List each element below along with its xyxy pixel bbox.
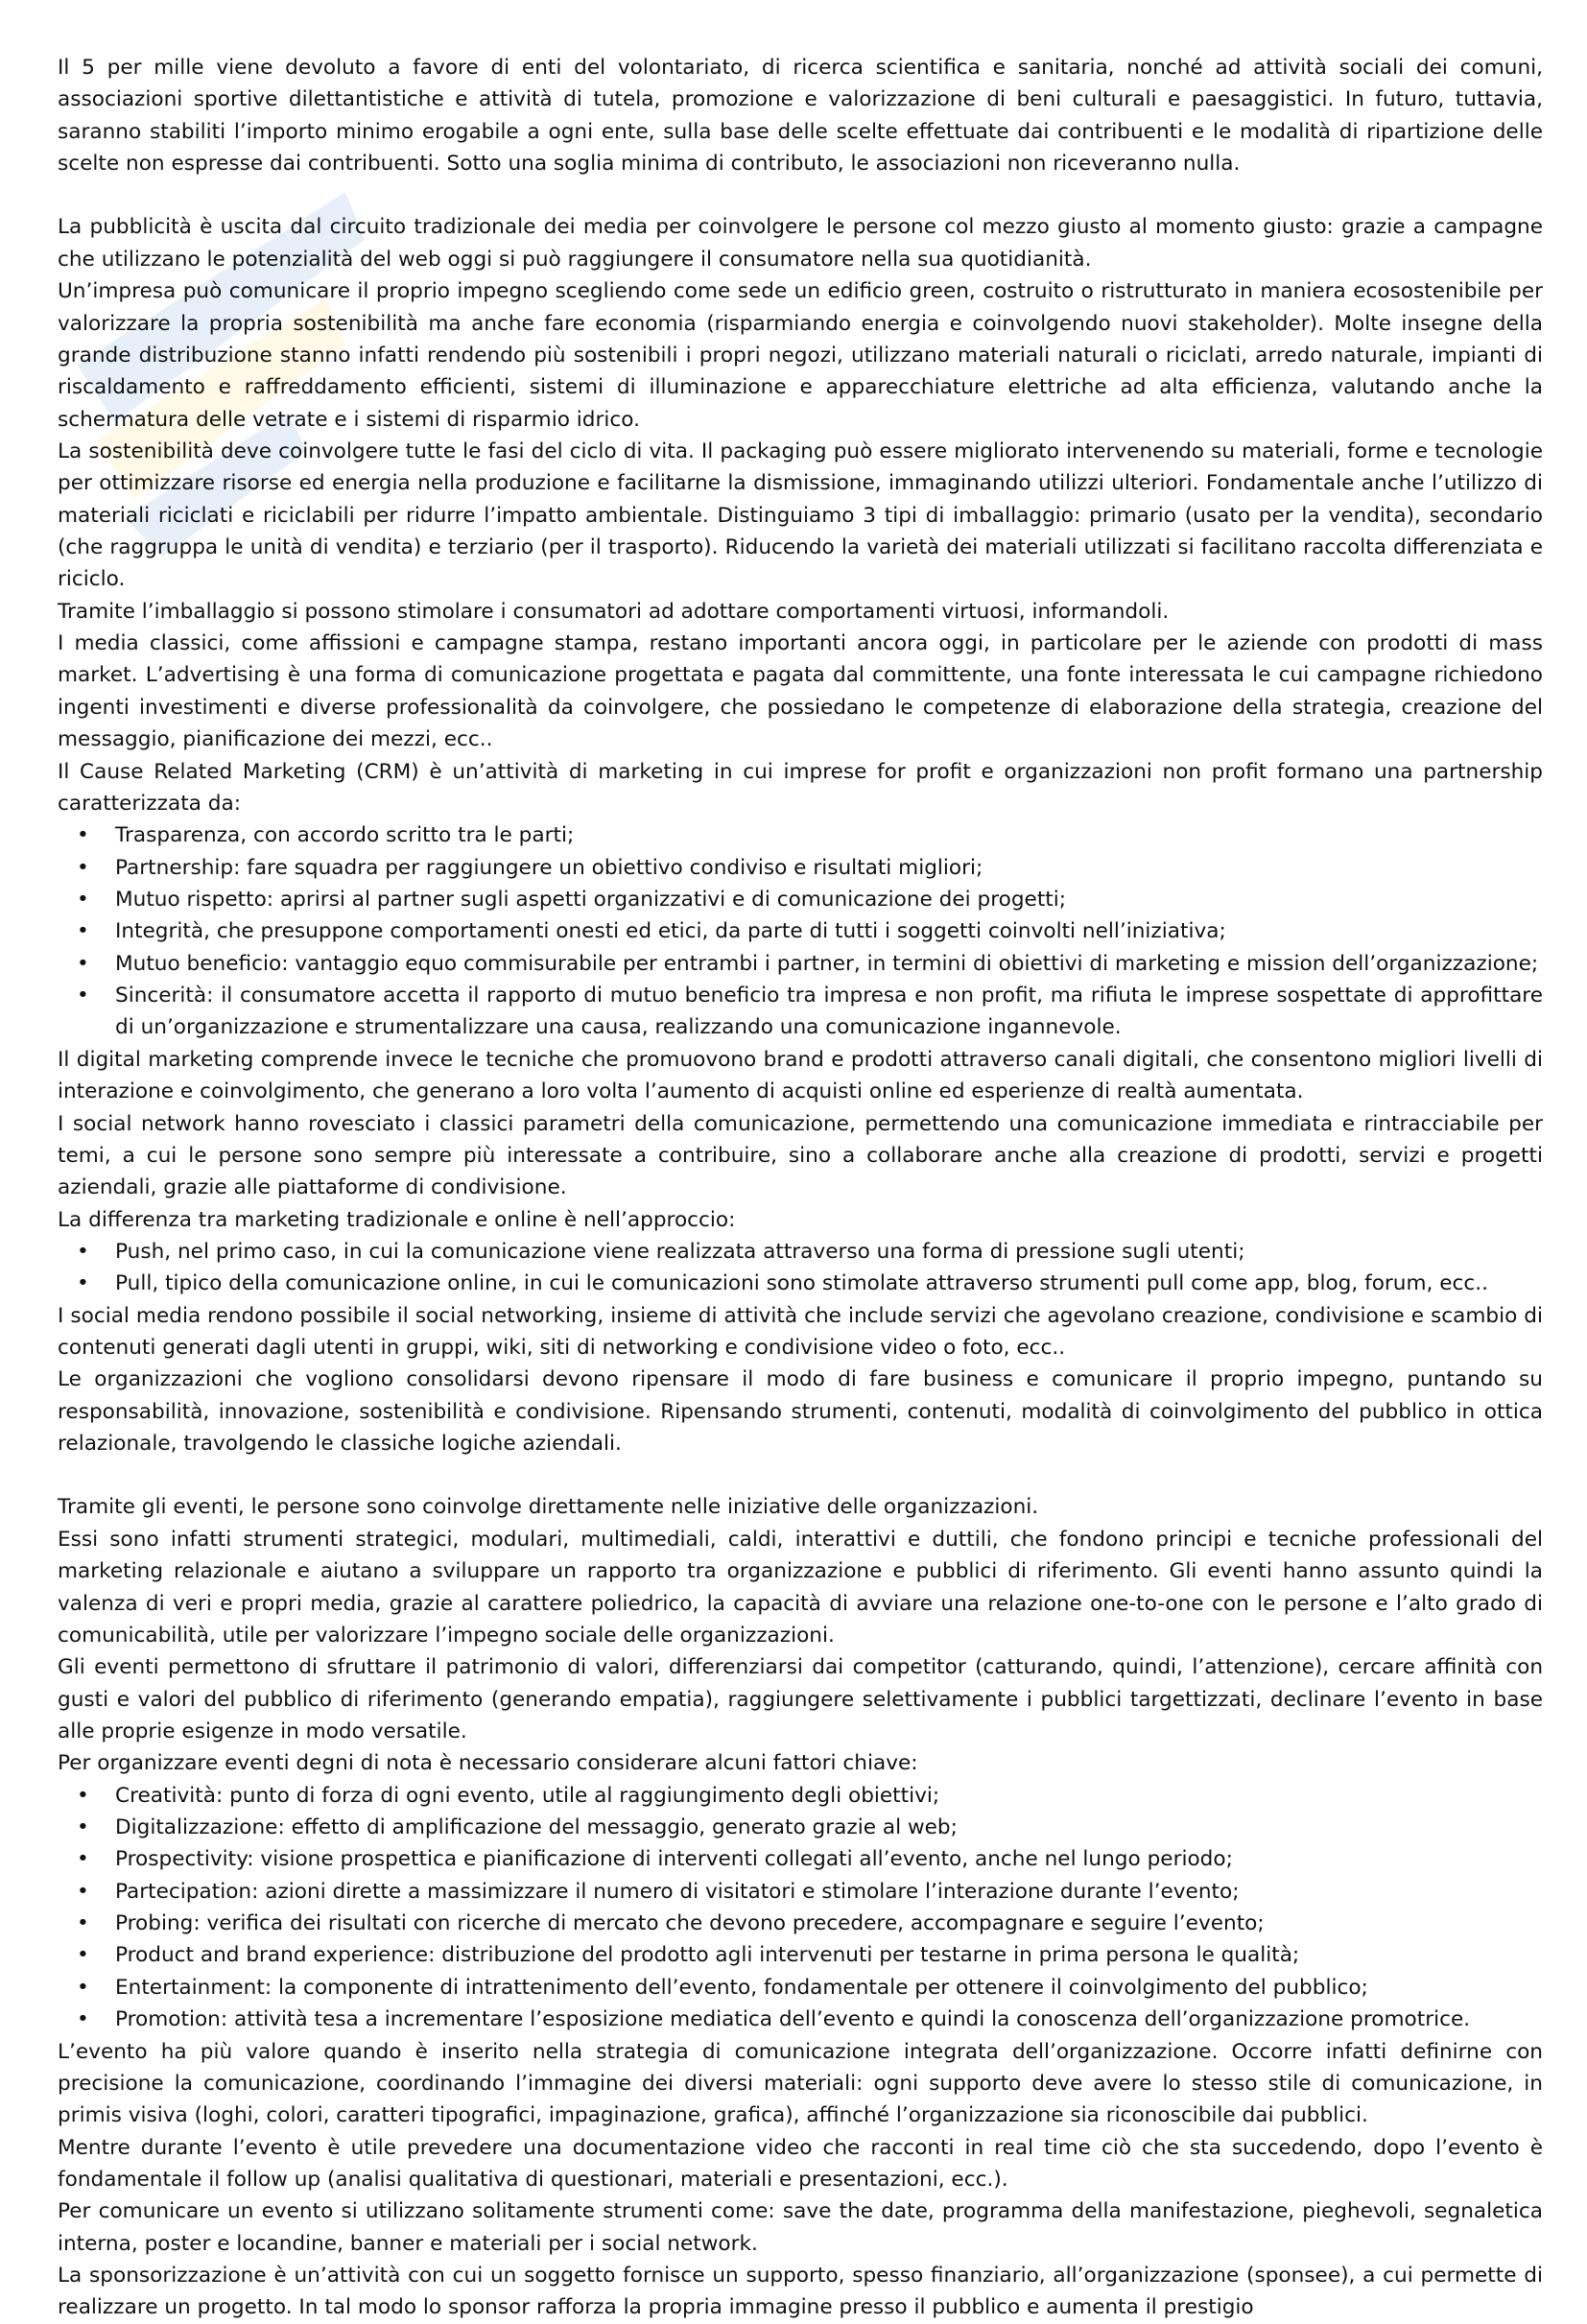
paragraph: Tramite gli eventi, le persone sono coinvolge direttamente nelle iniziative delle organizzazioni. (58, 1495, 1039, 1520)
list-item: • Sincerità: il consumatore accetta il rapporto di mutuo beneficio tra impresa e non profit, ma rifiuta le imprese sospettate di approfittare di un’organizzazione e strumentalizzare una causa, realizzando una comunicazione ingannevole. (58, 980, 1543, 1044)
paragraph: L’evento ha più valore quando è inserito nella strategia di comunicazione integrata dell’organizzazione. Occorre infatti definirne con precisione la comunicazione, coordinando l’immagine dei diversi materiali: ogni supporto deve avere lo stesso stile di comunicazione, in primis visiva (loghi, colori, caratteri tipografici, impaginazione, grafica), affinché l’organizzazione sia riconoscibile dai pubblici. (58, 2039, 1543, 2128)
paragraph: Gli eventi permettono di sfruttare il patrimonio di valori, differenziarsi dai competitor (catturando, quindi, l’attenzione), cercare affinità con gusti e valori del pubblico di riferimento (generando empatia), raggiungere selettivamente i pubblici targettizzati, declinare l’evento in base alle proprie esigenze in modo versatile. (58, 1655, 1543, 1743)
list-item: • Digitalizzazione: effetto di amplificazione del messaggio, generato grazie al web; (58, 1812, 1543, 1843)
list-item: • Push, nel primo caso, in cui la comunicazione viene realizzata attraverso una forma di pressione sugli utenti; (58, 1236, 1543, 1268)
paragraph-gap (58, 179, 1543, 211)
paragraph: Mentre durante l’evento è utile prevedere una documentazione video che racconti in real time ciò che sta succedendo, dopo l’evento è fondamentale il follow up (analisi qualitativa di questionari, materiali e presentazioni, ecc.). (58, 2135, 1543, 2192)
paragraph-gap (58, 1459, 1543, 1491)
paragraph: Il Cause Related Marketing (CRM) è un’attività di marketing in cui imprese for profit e organizzazioni non profit formano una partnership caratterizzata da: (58, 759, 1543, 816)
bullet-list (58, 1780, 1543, 2036)
list-item: • Integrità, che presuppone comportamenti onesti ed etici, da parte di tutti i soggetti coinvolti nell’iniziativa; (58, 915, 1543, 947)
paragraph: Per organizzare eventi degni di nota è necessario considerare alcuni fattori chiave: (58, 1751, 918, 1776)
paragraph: I media classici, come affissioni e campagne stampa, restano importanti ancora oggi, in particolare per le aziende con prodotti di mass market. L’advertising è una forma di comunicazione progettata e pagata dal committente, una fonte interessata le cui campagne richiedono ingenti investimenti e diverse professionalità da coinvolgere, che possiedano le competenze di elaborazione della strategia, creazione del messaggio, pianificazione dei mezzi, ecc.. (58, 631, 1543, 752)
paragraph: La sponsorizzazione è un’attività con cui un soggetto fornisce un supporto, spesso finanziario, all’organizzazione (sponsee), a cui permette di realizzare un progetto. In tal modo lo sponsor rafforza la propria immagine presso il pubblico e aumenta il prestigio (58, 2264, 1543, 2320)
paragraph: Il digital marketing comprende invece le tecniche che promuovono brand e prodotti attraverso canali digitali, che consentono migliori livelli di interazione e coinvolgimento, che generano a loro volta l’aumento di acquisti online ed esperienze di realtà aumentata. (58, 1047, 1543, 1104)
paragraph: La pubblicità è uscita dal circuito tradizionale dei media per coinvolgere le persone col mezzo giusto al momento giusto: grazie a campagne che utilizzano le potenzialità del web oggi si può raggiungere il consumatore nella sua quotidianità. (58, 215, 1543, 272)
bullet-list (58, 819, 1543, 1044)
list-item: • Partecipation: azioni dirette a massimizzare il numero di visitatori e stimolare l’interazione durante l’evento; (58, 1876, 1543, 1908)
list-item: • Pull, tipico della comunicazione online, in cui le comunicazioni sono stimolate attraverso strumenti pull come app, blog, forum, ecc.. (58, 1268, 1543, 1299)
list-item: • Probing: verifica dei risultati con ricerche di mercato che devono precedere, accompagnare e seguire l’evento; (58, 1908, 1543, 1939)
paragraph: I social media rendono possibile il social networking, insieme di attività che include servizi che agevolano creazione, condivisione e scambio di contenuti generati dagli utenti in gruppi, wiki, siti di networking e condivisione video o foto, ecc.. (58, 1303, 1543, 1361)
list-item: • Partnership: fare squadra per raggiungere un obiettivo condiviso e risultati migliori; (58, 852, 1543, 884)
document-body (58, 52, 1543, 2324)
bullet-list (58, 1236, 1543, 1300)
paragraph: Per comunicare un evento si utilizzano solitamente strumenti come: save the date, programma della manifestazione, pieghevoli, segnaletica interna, poster e locandine, banner e materiali per i social network. (58, 2199, 1543, 2256)
paragraph: Tramite l’imballaggio si possono stimolare i consumatori ad adottare comportamenti virtuosi, informandoli. (58, 599, 1170, 624)
list-item: • Mutuo beneficio: vantaggio equo commisurabile per entrambi i partner, in termini di obiettivi di marketing e mission dell’organizzazione; (58, 948, 1543, 980)
paragraph: Il 5 per mille viene devoluto a favore di enti del volontariato, di ricerca scientifica e sanitaria, nonché ad attività sociali dei comuni, associazioni sportive dilettantistiche e attività di tutela, promozione e valorizzazione di beni culturali e paesaggistici. In futuro, tuttavia, saranno stabiliti l’importo minimo erogabile a ogni ente, sulla base delle scelte effettuate dai contribuenti e le modalità di ripartizione delle scelte non espresse dai contribuenti. Sotto una soglia minima di contributo, le associazioni non riceveranno nulla. (58, 56, 1543, 177)
paragraph: I social network hanno rovesciato i classici parametri della comunicazione, permettendo una comunicazione immediata e rintracciabile per temi, a cui le persone sono sempre più interessate a contribuire, sino a collaborare anche alla creazione di prodotti, servizi e progetti aziendali, grazie alle piattaforme di condivisione. (58, 1111, 1543, 1200)
list-item: • Prospectivity: visione prospettica e pianificazione di interventi collegati all’evento, anche nel lungo periodo; (58, 1843, 1543, 1875)
paragraph: Essi sono infatti strumenti strategici, modulari, multimediali, caldi, interattivi e duttili, che fondono principi e tecniche professionali del marketing relazionale e aiutano a sviluppare un rapporto tra organizzazione e pubblici di riferimento. Gli eventi hanno assunto quindi la valenza di veri e propri media, grazie al carattere poliedrico, la capacità di avviare una relazione one-to-one con le persone e l’alto grado di comunicabilità, utile per valorizzare l’impegno sociale delle organizzazioni. (58, 1527, 1543, 1648)
paragraph: Le organizzazioni che vogliono consolidarsi devono ripensare il modo di fare business e comunicare il proprio impegno, puntando su responsabilità, innovazione, sostenibilità e condivisione. Ripensando strumenti, contenuti, modalità di coinvolgimento del pubblico in ottica relazionale, travolgendo le classiche logiche aziendali. (58, 1367, 1543, 1457)
list-item: • Trasparenza, con accordo scritto tra le parti; (58, 819, 1543, 851)
list-item: • Creatività: punto di forza di ogni evento, utile al raggiungimento degli obiettivi; (58, 1780, 1543, 1812)
paragraph: La sostenibilità deve coinvolgere tutte le fasi del ciclo di vita. Il packaging può essere migliorato intervenendo su materiali, forme e tecnologie per ottimizzare risorse ed energia nella produzione e facilitarne la dismissione, immaginando utilizzi ulteriori. Fondamentale anche l’utilizzo di materiali riciclati e riciclabili per ridurre l’impatto ambientale. Distinguiamo 3 tipi di imballaggio: primario (usato per la vendita), secondario (che raggruppa le unità di vendita) e terziario (per il trasporto). Riducendo la varietà dei materiali utilizzati si facilitano raccolta differenziata e riciclo. (58, 439, 1543, 592)
list-item: • Promotion: attività tesa a incrementare l’esposizione mediatica dell’evento e quindi la conoscenza dell’organizzazione promotrice. (58, 2004, 1543, 2035)
list-item: • Product and brand experience: distribuzione del prodotto agli intervenuti per testarne in prima persona le qualità; (58, 1939, 1543, 1971)
paragraph: Un’impresa può comunicare il proprio impegno scegliendo come sede un edificio green, costruito o ristrutturato in maniera ecosostenibile per valorizzare la propria sostenibilità ma anche fare economia (risparmiando energia e coinvolgendo nuovi stakeholder). Molte insegne della grande distribuzione stanno infatti rendendo più sostenibili i propri negozi, utilizzano materiali naturali o riciclati, arredo naturale, impianti di riscaldamento e raffreddamento efficienti, sistemi di illuminazione e apparecchiature elettriche ad alta efficienza, valutando anche la schermatura delle vetrate e i sistemi di risparmio idrico. (58, 279, 1543, 432)
list-item: • Mutuo rispetto: aprirsi al partner sugli aspetti organizzativi e di comunicazione dei progetti; (58, 884, 1543, 915)
list-item: • Entertainment: la componente di intrattenimento dell’evento, fondamentale per ottenere il coinvolgimento del pubblico; (58, 1972, 1543, 2004)
paragraph: La differenza tra marketing tradizionale e online è nell’approccio: (58, 1207, 736, 1232)
